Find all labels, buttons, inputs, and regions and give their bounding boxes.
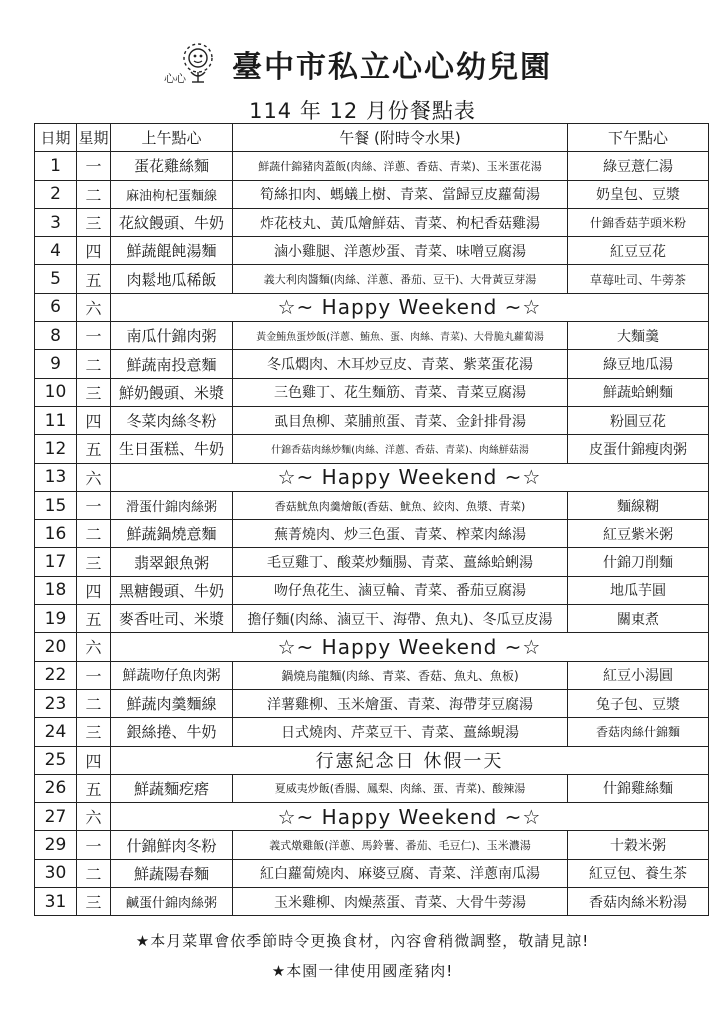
weekday-cell: 二 (77, 859, 111, 887)
afternoon-snack-cell: 鮮蔬蛤蜊麵 (568, 378, 709, 406)
weekday-cell: 三 (77, 888, 111, 916)
table-row (35, 661, 709, 689)
weekday-cell: 五 (77, 435, 111, 463)
lunch-cell: 炸花枝丸、黃瓜燴鮮菇、青菜、枸杞香菇雞湯 (233, 208, 568, 236)
date-cell: 26 (35, 774, 77, 802)
weekday-cell: 三 (77, 208, 111, 236)
table-row (35, 435, 709, 463)
morning-snack-cell: 南瓜什錦肉粥 (111, 322, 233, 350)
weekday-cell: 六 (77, 803, 111, 831)
weekend-row (35, 803, 709, 831)
weekday-cell: 一 (77, 661, 111, 689)
table-row (35, 378, 709, 406)
afternoon-snack-cell: 兔子包、豆漿 (568, 689, 709, 717)
table-row (35, 831, 709, 859)
afternoon-snack-cell: 綠豆薏仁湯 (568, 152, 709, 180)
lunch-cell: 鍋燒烏龍麵(肉絲、青菜、香菇、魚丸、魚板) (233, 661, 568, 689)
date-cell: 3 (35, 208, 77, 236)
afternoon-snack-cell: 草莓吐司、牛蒡茶 (568, 265, 709, 293)
weekday-cell: 六 (77, 293, 111, 321)
morning-snack-cell: 肉鬆地瓜稀飯 (111, 265, 233, 293)
lunch-cell: 蕪菁燒肉、炒三色蛋、青菜、榨菜肉絲湯 (233, 520, 568, 548)
column-header-weekday: 星期 (77, 124, 111, 152)
page-title: 114 年 12 月份餐點表 (249, 99, 476, 123)
morning-snack-cell: 麥香吐司、米漿 (111, 605, 233, 633)
page-header (0, 30, 725, 90)
holiday-row (35, 746, 709, 774)
date-cell: 24 (35, 718, 77, 746)
afternoon-snack-cell: 什錦刀削麵 (568, 548, 709, 576)
weekday-cell: 四 (77, 406, 111, 434)
column-header-morning-snack: 上午點心 (111, 124, 233, 152)
footer-notes (0, 926, 725, 986)
weekday-cell: 一 (77, 491, 111, 519)
logo-text: 心心 (164, 72, 186, 85)
afternoon-snack-cell: 皮蛋什錦瘦肉粥 (568, 435, 709, 463)
afternoon-snack-cell: 紅豆豆花 (568, 237, 709, 265)
date-cell: 29 (35, 831, 77, 859)
table-row (35, 605, 709, 633)
weekend-banner: ☆~ Happy Weekend ~☆ (111, 633, 709, 661)
weekday-cell: 五 (77, 265, 111, 293)
lunch-cell: 義大利肉醬麵(肉絲、洋蔥、番茄、豆干)、大骨黃豆芽湯 (233, 265, 568, 293)
lunch-cell: 洋薯雞柳、玉米燴蛋、青菜、海帶芽豆腐湯 (233, 689, 568, 717)
date-cell: 10 (35, 378, 77, 406)
lunch-cell: 吻仔魚花生、滷豆輪、青菜、番茄豆腐湯 (233, 576, 568, 604)
lunch-cell: 香菇魷魚肉羹燴飯(香菇、魷魚、絞肉、魚漿、青菜) (233, 491, 568, 519)
table-row (35, 520, 709, 548)
afternoon-snack-cell: 大麵羹 (568, 322, 709, 350)
table-row (35, 152, 709, 180)
weekday-cell: 三 (77, 378, 111, 406)
afternoon-snack-cell: 紅豆包、養生茶 (568, 859, 709, 887)
weekday-cell: 二 (77, 689, 111, 717)
lunch-cell: 毛豆雞丁、酸菜炒麵腸、青菜、薑絲蛤蜊湯 (233, 548, 568, 576)
date-cell: 25 (35, 746, 77, 774)
school-name: 臺中市私立心心幼兒園 (232, 50, 552, 85)
morning-snack-cell: 蛋花雞絲麵 (111, 152, 233, 180)
lunch-cell: 筍絲扣肉、螞蟻上樹、青菜、當歸豆皮蘿蔔湯 (233, 180, 568, 208)
lunch-cell: 滷小雞腿、洋蔥炒蛋、青菜、味噌豆腐湯 (233, 237, 568, 265)
weekday-cell: 二 (77, 350, 111, 378)
afternoon-snack-cell: 紅豆小湯圓 (568, 661, 709, 689)
table-row (35, 406, 709, 434)
weekday-cell: 二 (77, 180, 111, 208)
meal-table (34, 123, 709, 916)
date-cell: 12 (35, 435, 77, 463)
weekday-cell: 四 (77, 746, 111, 774)
afternoon-snack-cell: 奶皇包、豆漿 (568, 180, 709, 208)
afternoon-snack-cell: 紅豆紫米粥 (568, 520, 709, 548)
lunch-cell: 虱目魚柳、菜脯煎蛋、青菜、金針排骨湯 (233, 406, 568, 434)
date-cell: 11 (35, 406, 77, 434)
date-cell: 23 (35, 689, 77, 717)
afternoon-snack-cell: 什錦香菇芋頭米粉 (568, 208, 709, 236)
morning-snack-cell: 鹹蛋什錦肉絲粥 (111, 888, 233, 916)
table-row (35, 180, 709, 208)
weekend-row (35, 633, 709, 661)
morning-snack-cell: 鮮蔬南投意麵 (111, 350, 233, 378)
date-cell: 19 (35, 605, 77, 633)
holiday-banner: 行憲紀念日 休假一天 (111, 746, 709, 774)
weekday-cell: 五 (77, 605, 111, 633)
date-cell: 16 (35, 520, 77, 548)
table-row (35, 576, 709, 604)
morning-snack-cell: 冬菜肉絲冬粉 (111, 406, 233, 434)
morning-snack-cell: 生日蛋糕、牛奶 (111, 435, 233, 463)
afternoon-snack-cell: 麵線糊 (568, 491, 709, 519)
table-row (35, 208, 709, 236)
weekend-banner: ☆~ Happy Weekend ~☆ (111, 803, 709, 831)
table-row (35, 265, 709, 293)
domestic-pork-note: ★本園一律使用國產豬肉! (271, 962, 454, 980)
lunch-cell: 玉米雞柳、肉燥蒸蛋、青菜、大骨牛蒡湯 (233, 888, 568, 916)
table-row (35, 322, 709, 350)
morning-snack-cell: 鮮蔬麵疙瘩 (111, 774, 233, 802)
afternoon-snack-cell: 香菇肉絲米粉湯 (568, 888, 709, 916)
date-cell: 2 (35, 180, 77, 208)
weekday-cell: 一 (77, 152, 111, 180)
date-cell: 22 (35, 661, 77, 689)
morning-snack-cell: 鮮蔬吻仔魚肉粥 (111, 661, 233, 689)
table-row (35, 689, 709, 717)
morning-snack-cell: 鮮蔬肉羹麵線 (111, 689, 233, 717)
lunch-cell: 冬瓜燜肉、木耳炒豆皮、青菜、紫菜蛋花湯 (233, 350, 568, 378)
weekday-cell: 六 (77, 633, 111, 661)
weekday-cell: 二 (77, 520, 111, 548)
weekday-cell: 四 (77, 576, 111, 604)
column-header-lunch: 午餐 (附時令水果) (233, 124, 568, 152)
weekend-row (35, 293, 709, 321)
lunch-cell: 三色雞丁、花生麵筋、青菜、青菜豆腐湯 (233, 378, 568, 406)
morning-snack-cell: 鮮蔬餛飩湯麵 (111, 237, 233, 265)
table-row (35, 774, 709, 802)
weekday-cell: 一 (77, 322, 111, 350)
afternoon-snack-cell: 地瓜芋圓 (568, 576, 709, 604)
lunch-cell: 夏威夷炒飯(香腸、鳳梨、肉絲、蛋、青菜)、酸辣湯 (233, 774, 568, 802)
weekday-cell: 五 (77, 774, 111, 802)
date-cell: 15 (35, 491, 77, 519)
weekday-cell: 四 (77, 237, 111, 265)
table-row (35, 350, 709, 378)
morning-snack-cell: 什錦鮮肉冬粉 (111, 831, 233, 859)
morning-snack-cell: 黑糖饅頭、牛奶 (111, 576, 233, 604)
lunch-cell: 黃金鮪魚蛋炒飯(洋蔥、鮪魚、蛋、肉絲、青菜)、大骨脆丸蘿蔔湯 (233, 322, 568, 350)
afternoon-snack-cell: 綠豆地瓜湯 (568, 350, 709, 378)
date-cell: 6 (35, 293, 77, 321)
afternoon-snack-cell: 十穀米粥 (568, 831, 709, 859)
weekday-cell: 三 (77, 718, 111, 746)
date-cell: 17 (35, 548, 77, 576)
weekday-cell: 三 (77, 548, 111, 576)
date-cell: 4 (35, 237, 77, 265)
morning-snack-cell: 花紋饅頭、牛奶 (111, 208, 233, 236)
morning-snack-cell: 鮮奶饅頭、米漿 (111, 378, 233, 406)
weekend-row (35, 463, 709, 491)
table-row (35, 548, 709, 576)
afternoon-snack-cell: 關東煮 (568, 605, 709, 633)
morning-snack-cell: 翡翠銀魚粥 (111, 548, 233, 576)
morning-snack-cell: 麻油枸杞蛋麵線 (111, 180, 233, 208)
morning-snack-cell: 鮮蔬鍋燒意麵 (111, 520, 233, 548)
menu-change-note: ★本月菜單會依季節時令更換食材，內容會稍微調整，敬請見諒! (135, 932, 590, 950)
date-cell: 20 (35, 633, 77, 661)
morning-snack-cell: 鮮蔬陽春麵 (111, 859, 233, 887)
table-row (35, 491, 709, 519)
weekend-banner: ☆~ Happy Weekend ~☆ (111, 293, 709, 321)
date-cell: 27 (35, 803, 77, 831)
morning-snack-cell: 銀絲捲、牛奶 (111, 718, 233, 746)
lunch-cell: 鮮蔬什錦豬肉蓋飯(肉絲、洋蔥、香菇、青菜)、玉米蛋花湯 (233, 152, 568, 180)
table-header-row (35, 124, 709, 152)
afternoon-snack-cell: 香菇肉絲什錦麵 (568, 718, 709, 746)
table-row (35, 718, 709, 746)
lunch-cell: 義式燉雞飯(洋蔥、馬鈴薯、番茄、毛豆仁)、玉米濃湯 (233, 831, 568, 859)
date-cell: 5 (35, 265, 77, 293)
date-cell: 30 (35, 859, 77, 887)
table-row (35, 237, 709, 265)
date-cell: 1 (35, 152, 77, 180)
date-cell: 13 (35, 463, 77, 491)
date-cell: 8 (35, 322, 77, 350)
column-header-afternoon-snack: 下午點心 (568, 124, 709, 152)
weekday-cell: 六 (77, 463, 111, 491)
date-cell: 31 (35, 888, 77, 916)
column-header-date: 日期 (35, 124, 77, 152)
afternoon-snack-cell: 什錦雞絲麵 (568, 774, 709, 802)
table-row (35, 888, 709, 916)
lunch-cell: 日式燒肉、芹菜豆干、青菜、薑絲蜆湯 (233, 718, 568, 746)
table-row (35, 859, 709, 887)
lunch-cell: 擔仔麵(肉絲、滷豆干、海帶、魚丸)、冬瓜豆皮湯 (233, 605, 568, 633)
afternoon-snack-cell: 粉圓豆花 (568, 406, 709, 434)
school-logo-icon (158, 38, 224, 88)
weekday-cell: 一 (77, 831, 111, 859)
lunch-cell: 什錦香菇肉絲炒麵(肉絲、洋蔥、香菇、青菜)、肉絲鮮菇湯 (233, 435, 568, 463)
date-cell: 18 (35, 576, 77, 604)
weekend-banner: ☆~ Happy Weekend ~☆ (111, 463, 709, 491)
date-cell: 9 (35, 350, 77, 378)
morning-snack-cell: 滑蛋什錦肉絲粥 (111, 491, 233, 519)
lunch-cell: 紅白蘿蔔燒肉、麻婆豆腐、青菜、洋蔥南瓜湯 (233, 859, 568, 887)
meal-table-body (35, 152, 709, 916)
